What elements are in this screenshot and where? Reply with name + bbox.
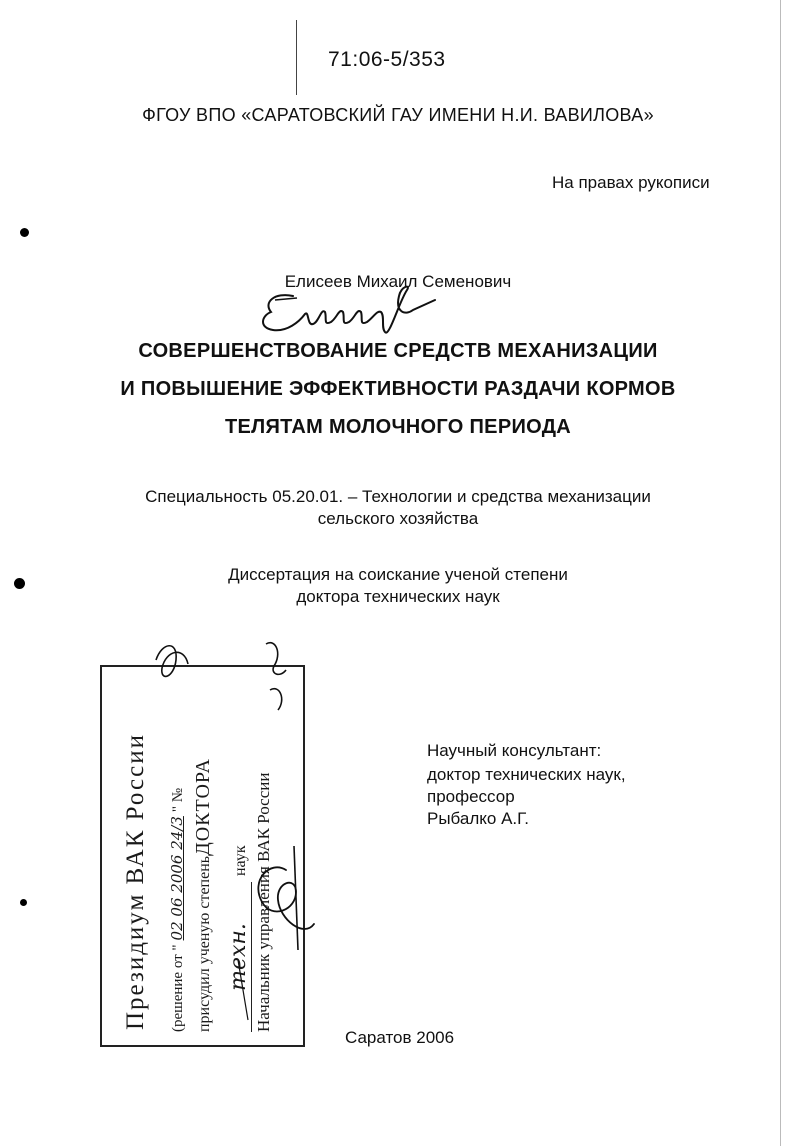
consultant-label: Научный консультант: bbox=[427, 741, 602, 760]
institution-name: ФГОУ ВПО «САРАТОВСКИЙ ГАУ ИМЕНИ Н.И. ВАВИЛОВА» bbox=[142, 105, 654, 125]
stamp-line-presidium: Президиум ВАК России bbox=[122, 733, 149, 1030]
stamp-decision-handwritten: 02 06 2006 24/3 bbox=[168, 816, 186, 941]
catalog-code: 71:06-5/353 bbox=[328, 48, 446, 71]
stamp-degree-doctor: ДОКТОРА bbox=[192, 758, 214, 856]
stamp-degree-prefix: присудил ученую степень bbox=[196, 855, 213, 1032]
stamp-number-sign: № bbox=[170, 787, 186, 803]
punch-hole bbox=[20, 228, 29, 237]
margin-line bbox=[296, 20, 297, 95]
stamp-sciences-handwritten: техн. bbox=[226, 882, 252, 1032]
stamp-ink-marks bbox=[100, 620, 330, 1040]
specialty-line: сельского хозяйства bbox=[317, 509, 479, 528]
stamp-decision-mid: " bbox=[170, 805, 186, 813]
title-line: СОВЕРШЕНСТВОВАНИЕ СРЕДСТВ МЕХАНИЗАЦИИ bbox=[138, 340, 658, 362]
consultant-degree: доктор технических наук, bbox=[427, 765, 626, 784]
city-year: Саратов 2006 bbox=[345, 1028, 455, 1047]
author-signature bbox=[235, 282, 475, 342]
rights-note: На правах рукописи bbox=[552, 173, 710, 192]
author-name: Елисеев Михаил Семенович bbox=[284, 272, 512, 291]
consultant-rank: профессор bbox=[427, 787, 515, 806]
stamp-sciences-suffix: наук bbox=[232, 845, 249, 876]
specialty-line: Специальность 05.20.01. – Технологии и средства механизации bbox=[145, 487, 651, 506]
consultant-name: Рыбалко А.Г. bbox=[427, 809, 529, 828]
dissertation-line: Диссертация на соискание ученой степени bbox=[228, 565, 568, 584]
title-line: ТЕЛЯТАМ МОЛОЧНОГО ПЕРИОДА bbox=[224, 416, 572, 438]
stamp-line-head: Начальник управления ВАК России bbox=[254, 772, 273, 1032]
punch-hole bbox=[20, 899, 27, 906]
title-line: И ПОВЫШЕНИЕ ЭФФЕКТИВНОСТИ РАЗДАЧИ КОРМОВ bbox=[120, 378, 676, 400]
dissertation-line: доктора технических наук bbox=[296, 587, 500, 606]
stamp-decision-prefix: (решение от " bbox=[170, 944, 186, 1032]
